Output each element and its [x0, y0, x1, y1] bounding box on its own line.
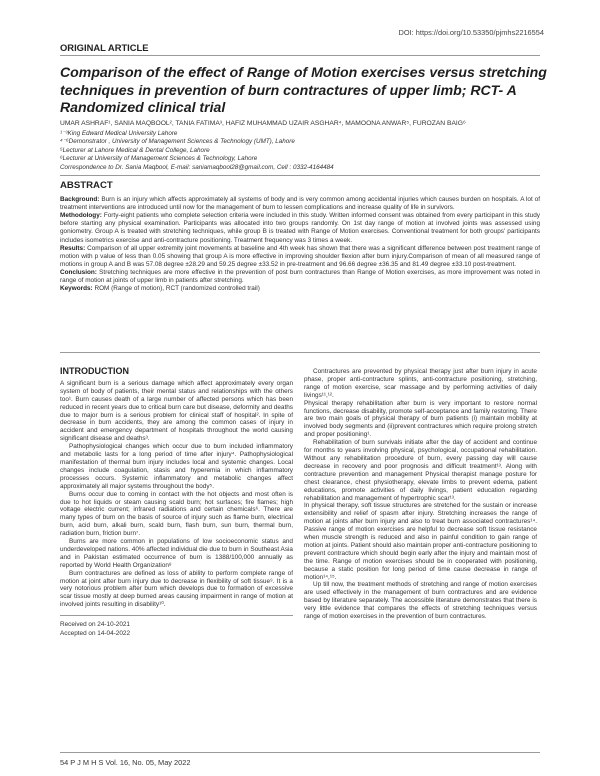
affiliation-list [60, 130, 560, 164]
abstract-body [60, 196, 540, 293]
abstract-section-label: Results: [60, 244, 86, 252]
body-paragraph: Burns are more common in populations of low socioeconomic status and underdeveloped nations. 40% affected individual die due to burn in Southeast Asia and in Pakistan estimated occurrence of burn is 1388/100,000 annually as reported by World Health Organization⁸ [60, 538, 293, 569]
abstract-section-label: Background: [60, 196, 100, 204]
dates-divider [60, 615, 293, 616]
abstract-section [60, 245, 540, 269]
abstract-section [60, 196, 540, 212]
accepted-date: Accepted on 14-04-2022 [60, 630, 130, 638]
page-footer: 54 P J M H S Vol. 16, No. 05, May 2022 [60, 758, 191, 767]
abstract-top-divider [60, 175, 540, 176]
right-column-text [304, 368, 537, 621]
abstract-section-label: Conclusion: [60, 268, 97, 276]
abstract-section-label: Keywords: [60, 285, 93, 293]
article-title: Comparison of the effect of Range of Motion exercises versus stretching techniques in prevention of burn contractures of upper limb; RCT- A Randomized clinical trial [60, 64, 547, 115]
affiliation-line: ¹⁻³King Edward Medical University Lahore [60, 129, 178, 137]
body-paragraph: A significant burn is a serious damage which affect approximately every organ system of body of patients, their mental status and relationships with the others too¹. Burn causes death of a large number of affected persons which has been reduced in recent years due to critical burn care but disease, deformity and deaths due to major burn is a serious problem for clinical staff of hospital². In spite of decrease in burn accidents, they are among the common cases of injury in accident and emergency department of hospitals throughout the world causing significant disease and deaths³. [60, 379, 293, 443]
abstract-section-text: Burn is an injury which affects approximately all systems of body and is very common among accidental injuries which causes burden on hospitals. A lot of treatment interventions are introduced until now for the management of burn to lessen complications and increase quality of life in survivors. [60, 196, 540, 212]
abstract-section [60, 285, 540, 293]
abstract-section-text: Stretching techniques are more effective in the prevention of post burn contractures than Range of Motion exercises, as more improvement was noted in range of motion at joints of upper limb in patients after stretching. [60, 268, 540, 285]
left-column [60, 368, 293, 638]
body-paragraph: Contractures are prevented by physical therapy just after burn injury in acute phase, proper anti-contracture splints, anti-contracture positioning, stretching, range of motion exercise, scar massage and by performing activities of daily livings¹¹,¹². [304, 368, 537, 399]
correspondence: Correspondence to Dr. Sania Maqbool, E-mail: saniamaqbool28@gmail.com, Cell : 0332-4164484 [60, 163, 334, 171]
affiliation-line: ⁴⁻⁶Demonstrator , University of Management Sciences & Technology (UMT), Lahore [60, 138, 295, 146]
body-paragraph: Burns occur due to coming in contact with the hot objects and most often is due to hot liquids or steam causing scald burn; hot surfaces; fire flames; high voltage electric current; infrared radiations and certain chemicals⁶. There are many types of burn on the basis of source of injury such as flame burn, electrical burn, acid burn, alkali burn, scald burn, flash burn, sun burn, thermal burn, radiation burn, friction burn⁷. [60, 490, 293, 538]
body-paragraph: Rehabilitation of burn survivals initiate after the day of accident and continue for months to years involving physical, psychological, occupational rehabilitation. Without any rehabilitation procedure of burn, every passing day will cause decrease in recovery and poor prognosis and difficult treatment¹³. Along with contracture prevention and management Physical therapist manage posture for chest clearance, chest physiotherapy, elevate limbs to prevent edema, patient educations, promote activities of daily livings, patient education regarding rehabilitation and management of hypertrophic scar¹³. [304, 439, 537, 502]
affiliation-line: ⁵Lecturer at Lahore Medical & Dental College, Lahore [60, 146, 210, 154]
abstract-section [60, 269, 540, 285]
body-paragraph: Burn contractures are defined as loss of ability to perform complete range of motion at joint after burn injury due to decrease in flexibility of soft tissue⁹. It is a very notorious problem after burn which develops due to formation of excessive scar tissue mostly at deep burned areas causing impairment in range of motion at involved joints resulting in disability¹⁰. [60, 569, 293, 609]
header-divider [60, 55, 540, 56]
doi-link[interactable]: DOI: https://doi.org/10.53350/pjmhs2216554 [398, 28, 544, 37]
body-paragraph: In physical therapy, soft tissue structures are stretched for the sustain or increase extensibility and relief of spasm after injury. Stretching increases the range of motion at joints after burn injury and also to treat burn associated contractures¹⁴. Passive range of motion exercises are helpful to decrease soft tissue resistance when muscle strength is reduced and also in painful condition to gain range of motion at joints. Patient should also maintain proper anti-contracture positioning to prevent contracture which should begin early after the injury and maintain most of the time. Range of motion exercises should be in cooperated with positioning, because a static position for long period of time cause decrease in range of motion¹⁴,¹⁵. [304, 502, 537, 581]
body-paragraph: Pathophysiological changes which occur due to burn included inflammatory and metabolic lasts for a long period of time after injury⁴. Pathophysiological manifestation of thermal burn injury includes local and systemic changes. Local changes include coagulation, stasis and hyperemia in which inflammatory processes occurs. Systemic inflammatory and metabolic changes affect approximately all major systems throughout the body⁵. [60, 443, 293, 490]
abstract-section-text: ROM (Range of motion), RCT (randomized controlled trail) [92, 285, 260, 293]
right-column [304, 368, 537, 621]
abstract [60, 182, 540, 293]
article-type: ORIGINAL ARTICLE [60, 42, 149, 53]
introduction-text [60, 380, 293, 609]
affiliation-line: ⁶Lecturer at University of Management Sciences & Technology, Lahore [60, 155, 258, 163]
abstract-section-label: Methodology: [60, 212, 102, 220]
body-paragraph: Up till now, the treatment methods of stretching and range of motion exercises are used effectively in the management of burn contractures and are evidence based by literature separately. The accessible literature demonstrates that there is very little evidence that compares the effects of stretching techniques versus range of motion exercises in the prevention of burn contractures. [304, 581, 537, 621]
abstract-bottom-divider [60, 352, 540, 353]
abstract-heading: ABSTRACT [60, 180, 113, 191]
abstract-section [60, 212, 540, 244]
footer-divider [60, 752, 540, 753]
abstract-section-text: Comparison of all upper extremity joint movements at baseline and 4th week has shown that there was a significant difference between post treatment range of motion with p value of less than 0.05 showing that group A is more effective in improving shoulder flexion after burn injury.Comparison of mean of all measured range of motions in group A and B was 57.08 degree ±28.29 and 59.25 degree ±33.52 in pre-treatment and 96.66 degree ±36.35 and 81.49 degree ±33.10 post-treatment. [60, 244, 540, 268]
body-paragraph: Physical therapy rehabilitation after burn is very important to restore normal functions, decrease disability, promote self-acceptance and family restoring. There are two main goals of physical therapy of burn patients (i) maintain mobility at involved body segments and (ii)prevent contractures which require prolong stretch and proper positioning¹. [304, 399, 537, 439]
received-date: Received on 24-10-2021 [60, 621, 130, 629]
submission-dates [60, 620, 293, 638]
abstract-section-text: Forty-eight patients who complete selection criteria were included in this study. Written informed consent was obtained from every participant in this study before starting any physical examination. Participants was allocated into two groups randomly. On 1st day range of motion at involved joints was assessed using goniometry. Group A is treated with stretching techniques, while group B is treated with Range of Motion exercises. Conventional treatment for both groups' participants includes isometrics exercise and anti-contracture positioning. Treatment frequency was 3 times a week. [60, 212, 540, 244]
author-block [60, 120, 560, 173]
introduction-heading: INTRODUCTION [60, 366, 129, 376]
author-names: UMAR ASHRAF¹, SANIA MAQBOOL², TANIA FATIMA³, HAFIZ MUHAMMAD UZAIR ASGHAR⁴, MAMOONA ANWAR⁵, FUROZAN BAIG⁶ [60, 120, 466, 127]
